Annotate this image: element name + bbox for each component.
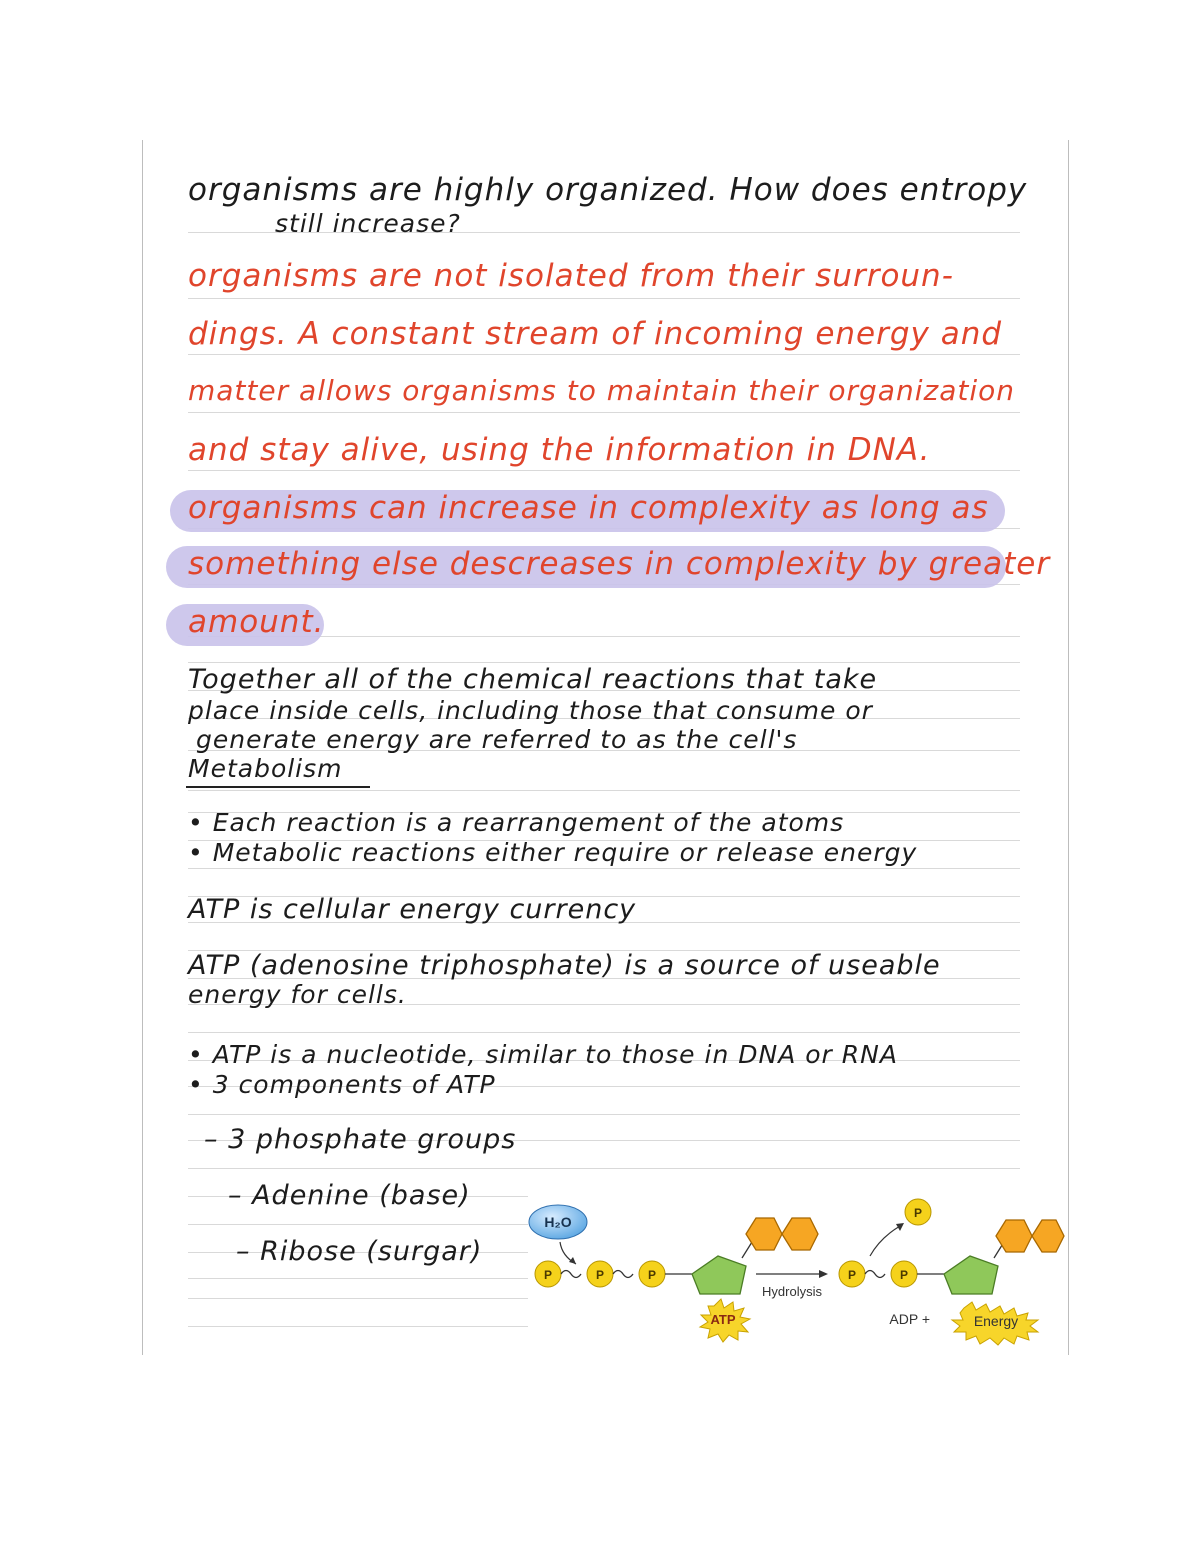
release-arrow-head xyxy=(896,1223,904,1231)
answer-line-3: matter allows organisms to maintain their organization xyxy=(188,374,1015,407)
hydrolysis-label: Hydrolysis xyxy=(762,1284,822,1299)
component-ribose: – Ribose (surgar) xyxy=(236,1236,483,1267)
left-margin-line xyxy=(142,140,143,1355)
atp-ribose-pentagon xyxy=(692,1256,746,1294)
metabolism-line-3: generate energy are referred to as the cell's xyxy=(196,725,798,754)
ruled-line xyxy=(188,1114,1020,1115)
ruled-line xyxy=(188,790,1020,791)
adp-label: ADP + xyxy=(889,1311,930,1327)
adp-ribose-pentagon xyxy=(944,1256,998,1294)
adp-adenine-ring-2 xyxy=(1032,1220,1064,1252)
water-molecule xyxy=(529,1205,587,1239)
ruled-line xyxy=(188,1326,528,1327)
adp-phosphate-2-label: P xyxy=(899,1268,909,1282)
ruled-line xyxy=(188,662,1020,663)
atp-phosphate-1-label: P xyxy=(543,1268,553,1282)
release-arrow xyxy=(870,1226,900,1256)
metabolism-underline xyxy=(186,786,370,788)
adp-bond xyxy=(865,1271,885,1278)
hydrolysis-arrow-head xyxy=(819,1270,828,1278)
component-phosphate: – 3 phosphate groups xyxy=(204,1124,517,1155)
highlighted-line-2: something else descreases in complexity by greater xyxy=(188,546,1051,582)
highlighted-line-1: organisms can increase in complexity as long as xyxy=(188,490,989,526)
component-adenine: – Adenine (base) xyxy=(228,1180,471,1211)
ruled-line xyxy=(188,1298,528,1299)
atp-bond-1 xyxy=(561,1271,581,1278)
ruled-line xyxy=(188,1032,1020,1033)
question-line-2: still increase? xyxy=(275,209,461,238)
atp-adenine-ring-1 xyxy=(746,1218,782,1250)
answer-line-4: and stay alive, using the information in DNA. xyxy=(188,432,931,468)
answer-line-2: dings. A constant stream of incoming energy and xyxy=(188,316,1003,352)
atp-phosphate-3-label: P xyxy=(647,1268,657,1282)
atp-label: ATP xyxy=(710,1312,736,1327)
metabolism-term: Metabolism xyxy=(188,754,343,783)
ruled-line xyxy=(188,412,1020,413)
ruled-line xyxy=(188,1224,528,1225)
answer-line-1: organisms are not isolated from their surroun- xyxy=(188,258,954,294)
water-label: H₂O xyxy=(544,1214,572,1230)
atp-currency-line: ATP is cellular energy currency xyxy=(188,894,637,925)
ruled-line xyxy=(188,1168,1020,1169)
metabolism-line-2: place inside cells, including those that consume or xyxy=(188,696,873,725)
ruled-line xyxy=(188,1278,528,1279)
bullet-nucleotide: • ATP is a nucleotide, similar to those in DNA or RNA xyxy=(188,1040,898,1069)
bullet-components: • 3 components of ATP xyxy=(188,1070,496,1099)
atp-phosphate-2-label: P xyxy=(595,1268,605,1282)
atp-hydrolysis-diagram xyxy=(520,1196,1065,1346)
adp-molecule xyxy=(839,1199,1064,1294)
right-margin-line xyxy=(1068,140,1069,1355)
ruled-line xyxy=(188,354,1020,355)
ruled-line xyxy=(188,470,1020,471)
highlighted-line-3: amount. xyxy=(188,604,325,640)
bullet-metabolic: • Metabolic reactions either require or release energy xyxy=(188,838,918,867)
atp-bond-2 xyxy=(613,1271,633,1278)
atp-base-bond xyxy=(742,1242,752,1258)
released-phosphate-label: P xyxy=(913,1206,923,1220)
ruled-line xyxy=(188,298,1020,299)
bullet-reaction: • Each reaction is a rearrangement of the atoms xyxy=(188,808,845,837)
adp-phosphate-1-label: P xyxy=(847,1268,857,1282)
atp-definition-line-1: ATP (adenosine triphosphate) is a source of useable xyxy=(188,950,941,981)
atp-adenine-ring-2 xyxy=(782,1218,818,1250)
atp-definition-line-2: energy for cells. xyxy=(188,980,407,1009)
ruled-line xyxy=(188,868,1020,869)
metabolism-line-1: Together all of the chemical reactions that take xyxy=(188,664,878,695)
atp-molecule xyxy=(535,1218,818,1342)
question-line-1: organisms are highly organized. How does entropy xyxy=(188,172,1028,208)
energy-label: Energy xyxy=(973,1313,1019,1329)
